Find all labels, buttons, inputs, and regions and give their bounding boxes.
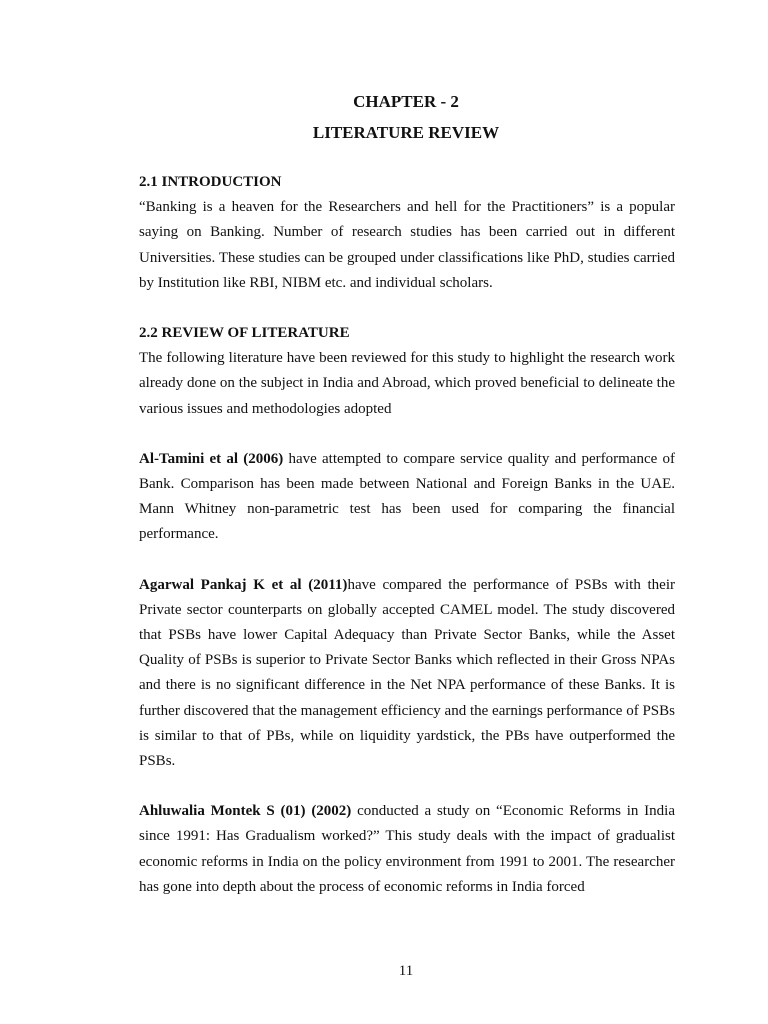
literature-entry [139,573,675,775]
chapter-heading [0,86,768,148]
entry-author: Agarwal Pankaj K et al (2011) [139,576,348,593]
review-paragraph: The following literature have been reviewed for this study to highlight the research work already done on the subject in India and Abroad, which proved beneficial to delineate the various issues and methodologies adopted [139,350,675,417]
entry-text: have attempted to compare service quality and performance of Bank. Comparison has been made between National and Foreign Banks in the UAE. Mann Whitney non-parametric test has been used for comparing the financial performance. [139,450,675,543]
literature-entry [139,447,675,548]
chapter-number: CHAPTER - 2 [353,92,459,111]
paragraph-gap [139,296,675,321]
introduction-paragraph: “Banking is a heaven for the Researchers and hell for the Practitioners” is a popular saying on Banking. Number of research studies has been carried out in different Universities. These studies can be grouped under classifications like PhD, studies carried by Institution like RBI, NIBM etc. and individual scholars. [139,199,675,291]
paragraph-gap [139,774,675,799]
paragraph-gap [139,422,675,447]
entry-text: have compared the performance of PSBs with their Private sector counterparts on globally accepted CAMEL model. The study discovered that PSBs have lower Capital Adequacy than Private Sector Banks, while the Asset Quality of PSBs is superior to Private Sector Banks which reflected in their Gross NPAs and there is no significant difference in the Net NPA performance of these Banks. It is further discovered that the management efficiency and the earnings performance of PSBs is similar to that of PBs, while on liquidity yardstick, the PBs have outperformed the PSBs. [139,576,675,770]
entry-author: Ahluwalia Montek S (01) (2002) [139,803,352,820]
introduction-heading: 2.1 INTRODUCTION [139,174,282,190]
chapter-title: LITERATURE REVIEW [312,123,500,142]
entry-author: Al-Tamini et al (2006) [139,450,284,467]
review-heading: 2.2 REVIEW OF LITERATURE [139,325,350,342]
entry-text: conducted a study on “Economic Reforms in India since 1991: Has Gradualism worked?” This study deals with the impact of gradualist economic reforms in India on the policy environment from 1991 to 2001. The researcher has gone into depth about the process of economic reforms in India forced [139,803,676,895]
paragraph-gap [139,548,675,573]
page-content [139,170,675,900]
page-number: 11 [398,963,414,979]
literature-entry [139,799,675,900]
